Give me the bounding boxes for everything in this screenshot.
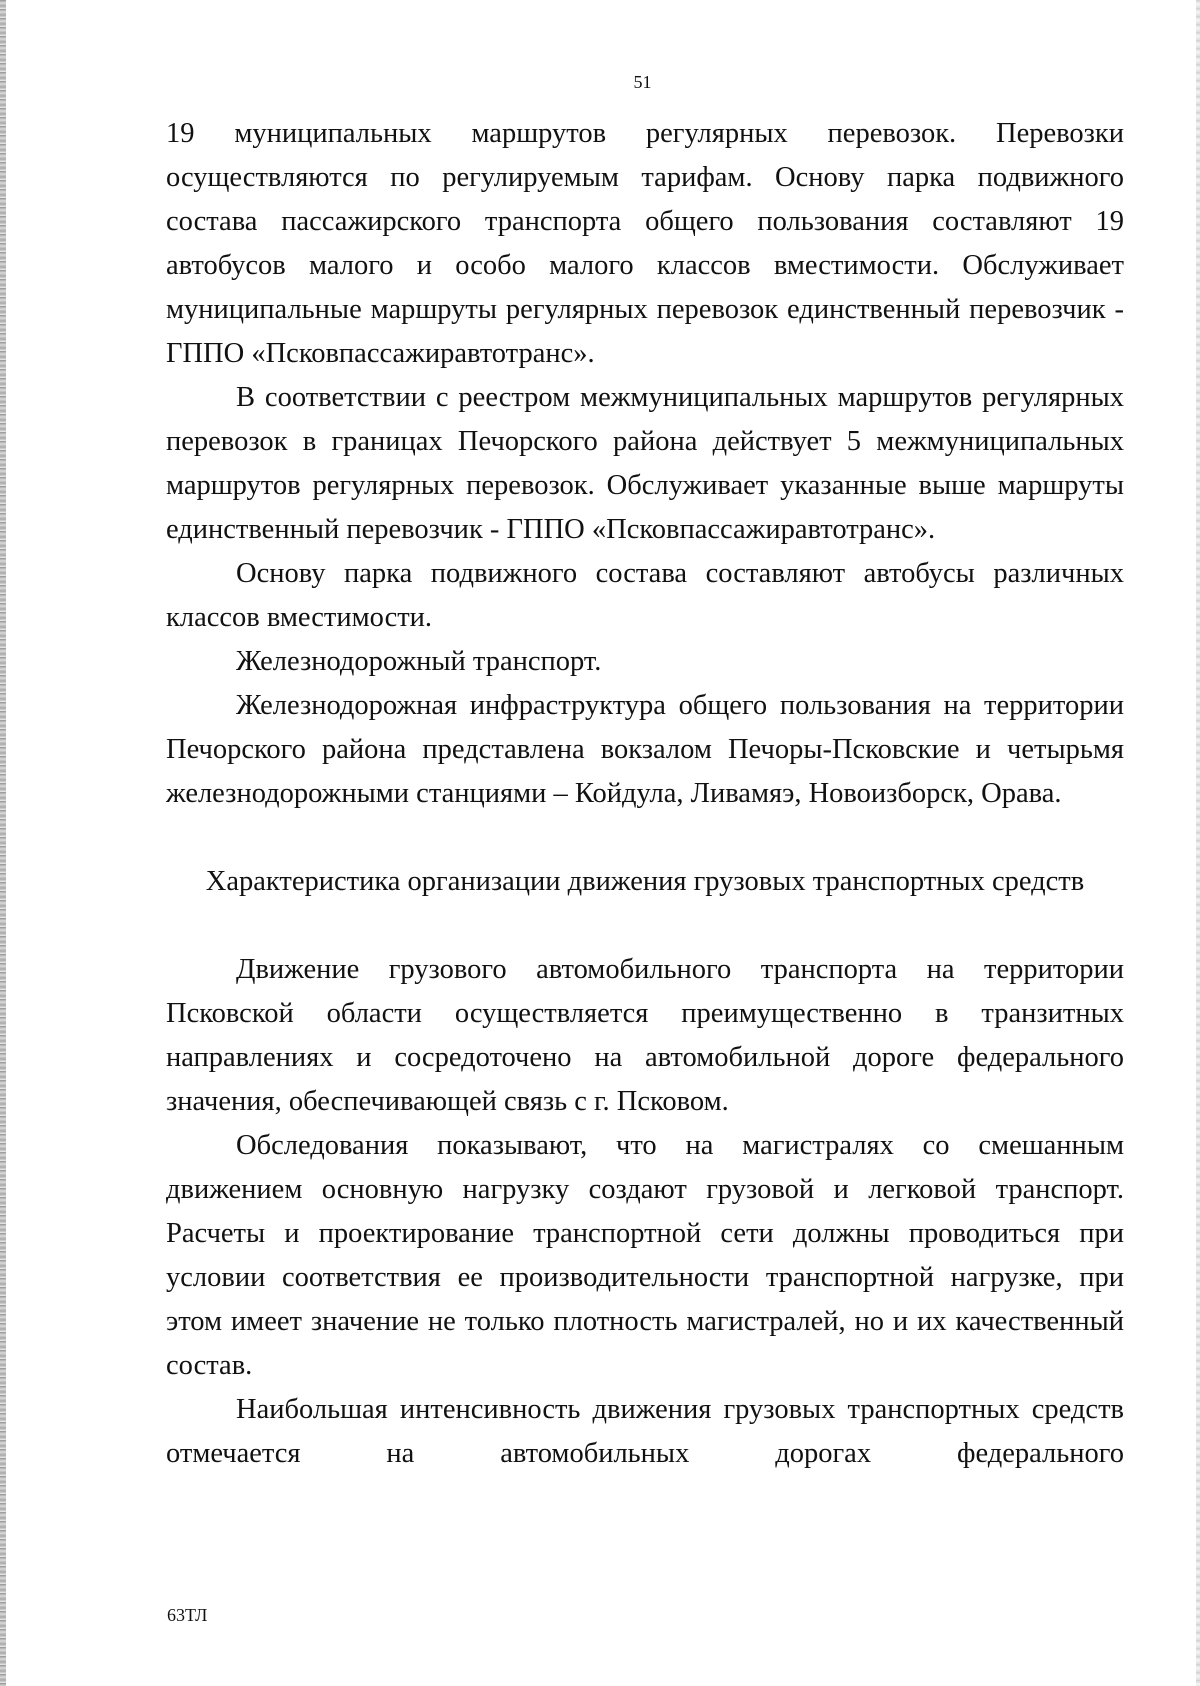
scan-edge-right: [1196, 0, 1200, 1686]
footer-code: 63ТЛ: [167, 1605, 208, 1625]
paragraph-1-first-line: 19 муниципальных маршрутов регулярных перевозок. Перевозки: [166, 118, 1124, 149]
paragraph-bus-fleet: Основу парка подвижного состава составляют автобусы различных классов вместимости.: [166, 558, 1124, 633]
paragraph-surveys: Обследования показывают, что на магистралях со смешанным движением основную нагрузку создают грузовой и легковой транспорт. Расчеты и проектирование транспортной сети должны проводиться при условии соответствия ее производительности транспортной нагрузке, при этом имеет значение не только плотность магистралей, но и их качественный состав.: [166, 1130, 1124, 1381]
document-body: [166, 112, 1124, 1476]
page-number: 51: [633, 72, 652, 92]
paragraph-intermunicipal-routes: В соответствии с реестром межмуниципальных маршрутов регулярных перевозок в границах Печорского района действует 5 межмуниципальных маршрутов регулярных перевозок. Обслуживает указанные выше маршруты единственный перевозчик - ГППО «Псковпассажиравтотранс».: [166, 382, 1124, 545]
scan-edge-left: [0, 0, 6, 1686]
paragraph-railway-title: Железнодорожный транспорт.: [236, 646, 602, 677]
paragraph-intensity: Наибольшая интенсивность движения грузовых транспортных средств отмечается на автомобильных дорогах федерального: [166, 1394, 1124, 1469]
section-heading: Характеристика организации движения грузовых транспортных средств: [205, 866, 1085, 897]
paragraph-freight-traffic: Движение грузового автомобильного транспорта на территории Псковской области осуществляется преимущественно в транзитных направлениях и сосредоточено на автомобильной дороге федерального значения, обеспечивающей связь с г. Псковом.: [166, 954, 1124, 1117]
paragraph-railway-infrastructure: Железнодорожная инфраструктура общего пользования на территории Печорского района представлена вокзалом Печоры-Псковские и четырьмя железнодорожными станциями – Койдула, Ливамяэ, Новоизборск, Орава.: [166, 690, 1124, 809]
paragraph-1-continued: осуществляются по регулируемым тарифам. Основу парка подвижного состава пассажирского транспорта общего пользования составляют 19 автобусов малого и особо малого классов вместимости. Обслуживает муниципальные маршруты регулярных перевозок единственный перевозчик - ГППО «Псковпассажиравтотранс».: [166, 162, 1124, 369]
